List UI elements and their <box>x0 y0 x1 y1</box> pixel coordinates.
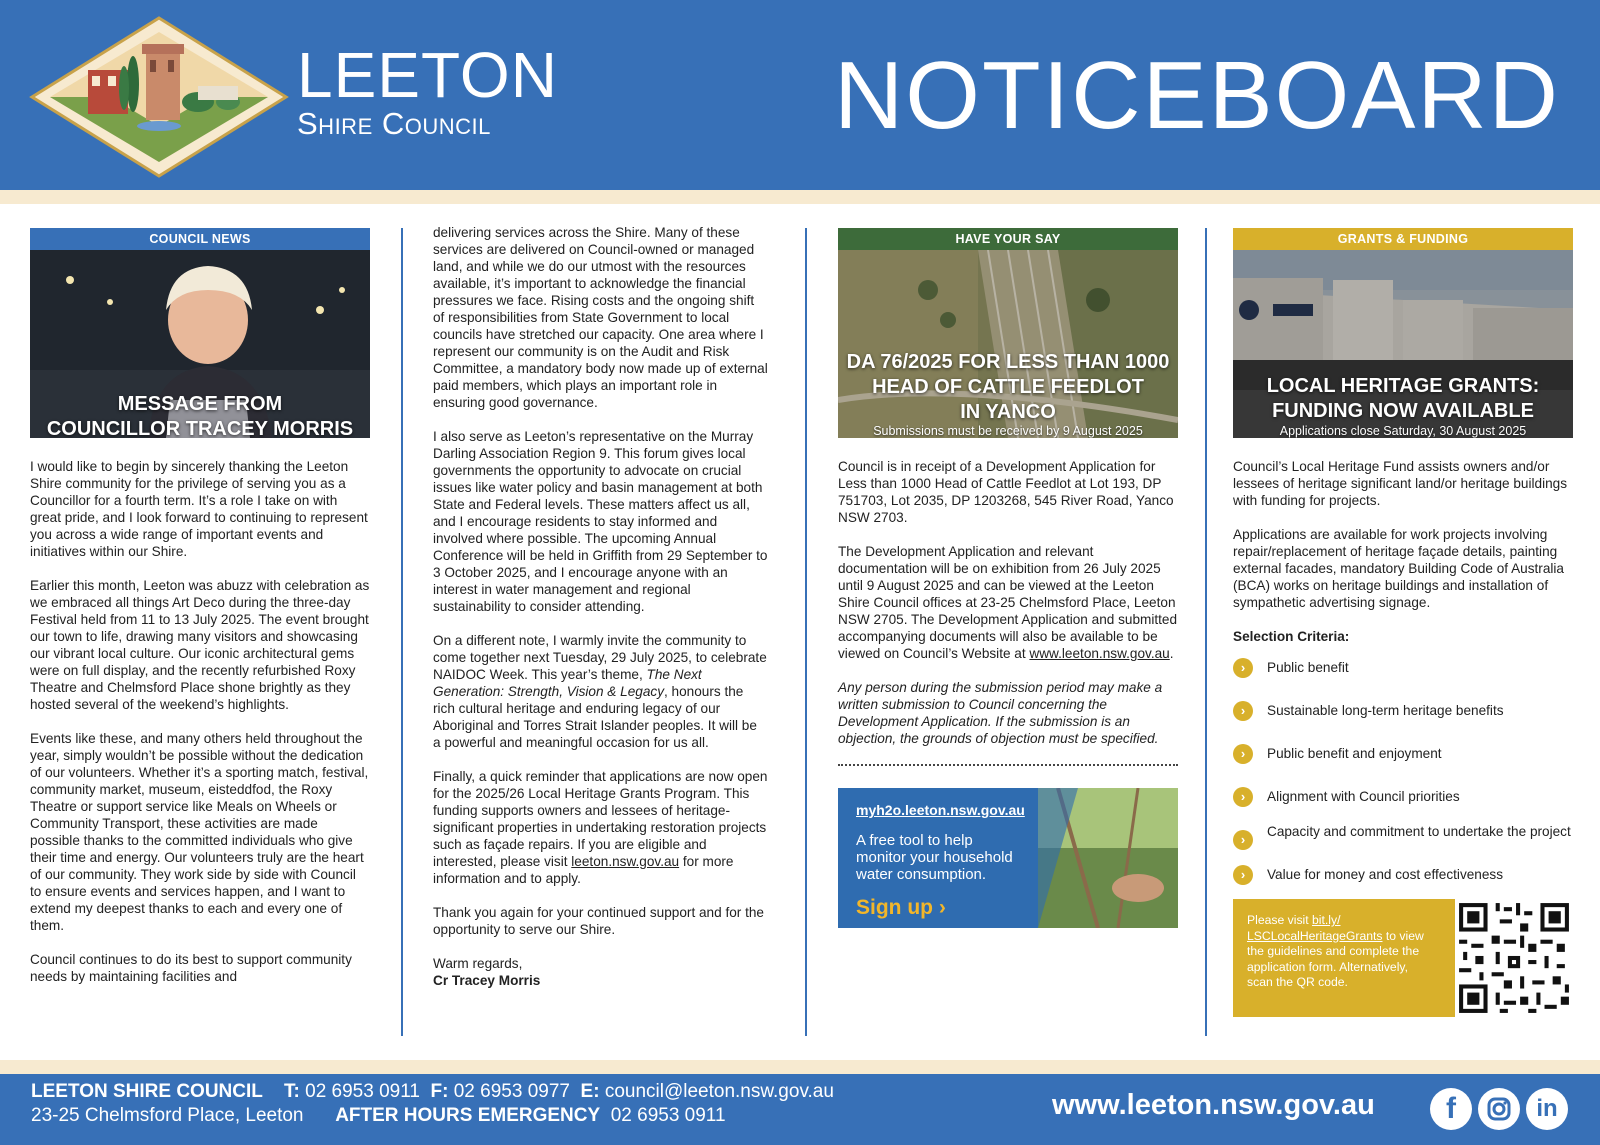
criteria-list <box>1233 659 1573 885</box>
facebook-icon[interactable]: f <box>1430 1088 1472 1130</box>
submission-paragraph: Any person during the submission period may make a written submission to Council concerning the Development Application. If the submission is an objection, the grounds of objection must be specified. <box>838 680 1163 746</box>
da-exhibition-text: . <box>1169 646 1174 661</box>
da-exhibition-paragraph <box>838 543 1178 662</box>
footer-emergency-label: AFTER HOURS EMERGENCY <box>335 1105 601 1126</box>
news-paragraph: I would like to begin by sincerely thanking the Leeton Shire community for the privilege of serving you as a Councillor for a fourth term. It’s a role I take on with great pride, and I look forward to continuing to represent you across a wide range of important events and initiatives within our Shire. <box>30 459 368 559</box>
council-news-hero-title <box>30 392 370 438</box>
grants-reminder-paragraph <box>433 768 768 887</box>
grants-info-text-part: Please visit <box>1247 913 1313 927</box>
criteria-text: Public benefit and enjoyment <box>1267 746 1442 761</box>
naidoc-text: , honours the rich cultural heritage and enduring legacy of our Aboriginal and Torres Strait Islander peoples. It will be a powerful and meaningful occasion for us all. <box>433 684 757 750</box>
footer-phone-label: T: <box>284 1081 300 1102</box>
grants-info-text <box>1247 913 1437 991</box>
da-exhibition-text: The Development Application and relevant documentation will be on exhibition from 26 July 2025 until 9 August 2025 and can be viewed at the Leeton Shire Council offices at 23-25 Chelmsford Place, Leeton NSW 2705. The Development Application and submitted accompanying documents will also be available to be viewed on Council’s Website at <box>838 544 1178 661</box>
footer-fax-label: F: <box>430 1081 449 1102</box>
footer-email-label: E: <box>580 1081 600 1102</box>
signature: Cr Tracey Morris <box>433 973 541 988</box>
council-news-column <box>30 228 370 1002</box>
hero-title-line: MESSAGE FROM <box>117 393 283 415</box>
column-divider <box>805 228 807 1036</box>
criteria-text: Capacity and commitment to undertake the project <box>1267 824 1571 839</box>
footer-website-link[interactable]: www.leeton.nsw.gov.au <box>1052 1089 1375 1121</box>
myh2o-tagline-line: A free tool to help <box>856 832 973 849</box>
hero-title-line: LOCAL HERITAGE GRANTS: <box>1266 375 1540 397</box>
chevron-right-icon: › <box>1233 744 1253 764</box>
footer-fax: 02 6953 0977 <box>453 1081 570 1102</box>
sign-up-button[interactable]: Sign up › <box>856 896 946 919</box>
news-paragraph: I also serve as Leeton’s representative on the Murray Darling Association Region 9. This forum gives local governments the opportunity to advocate on crucial issues like water policy and basin management at both State and Federal levels. These matters affect us all, and I encourage residents to stay informed and involved where possible. The upcoming Annual Conference will be held in Griffith from 29 September to 3 October 2025, and I encourage anyone with an interest in water management and regional sustainability to consider attending. <box>433 429 768 614</box>
footer-address: 23-25 Chelmsford Place, Leeton <box>31 1105 304 1126</box>
hero-title-line: HEAD OF CATTLE FEEDLOT <box>872 376 1144 398</box>
footer <box>0 1074 1600 1145</box>
have-your-say-tag: HAVE YOUR SAY <box>838 228 1178 250</box>
have-your-say-hero-title <box>838 350 1178 425</box>
council-wordmark <box>297 39 558 141</box>
criteria-text: Alignment with Council priorities <box>1267 789 1460 804</box>
naidoc-paragraph <box>433 632 768 751</box>
page-title: NOTICEBOARD <box>833 42 1560 149</box>
grants-body <box>1233 458 1573 645</box>
thanks-paragraph: Thank you again for your continued support and for the opportunity to serve our Shire. <box>433 905 764 937</box>
footer-address-line <box>31 1104 726 1128</box>
council-logo <box>28 14 290 180</box>
grants-tag: GRANTS & FUNDING <box>1233 228 1573 250</box>
council-news-continued-column <box>433 224 768 989</box>
grants-reminder-text: for more information and to apply. <box>433 854 734 886</box>
list-item <box>1233 702 1573 721</box>
applications-close-date: Applications close Saturday, 30 August 2025 <box>1279 424 1527 438</box>
grants-guidelines-link[interactable]: bit.ly/ LSCLocalHeritageGrants <box>1247 913 1383 943</box>
footer-emergency-phone[interactable]: 02 6953 0911 <box>610 1105 726 1126</box>
footer-org-name: LEETON SHIRE COUNCIL <box>31 1081 263 1102</box>
list-item <box>1233 788 1573 807</box>
council-news-continued-body <box>433 224 768 989</box>
header-banner <box>0 0 1600 190</box>
criteria-text: Sustainable long-term heritage benefits <box>1267 703 1504 718</box>
myh2o-tagline-line: monitor your household <box>856 849 1013 866</box>
council-website-link[interactable]: www.leeton.nsw.gov.au <box>1029 646 1170 661</box>
footer-email[interactable]: council@leeton.nsw.gov.au <box>604 1081 834 1102</box>
qr-code[interactable] <box>1455 899 1573 1017</box>
criteria-text: Value for money and cost effectiveness <box>1267 867 1504 882</box>
logo-leeton: LEETON <box>297 39 558 111</box>
list-item <box>1233 745 1573 764</box>
chevron-right-icon: › <box>1233 865 1253 885</box>
council-news-body <box>30 458 370 985</box>
grants-reminder-text: Finally, a quick reminder that applications are now open for the 2025/26 Local Heritage Grants Program. This funding supports owners and lessees of heritage-significant properties in undertaking restoration projects such as façade repairs. If you are eligible and interested, please visit <box>433 769 768 869</box>
news-paragraph: Earlier this month, Leeton was abuzz with celebration as we embraced all things Art Deco during the three-day Festival held from 11 to 13 July 2025. The event brought our town to life, drawing many visitors and showcasing our vibrant local culture. Our iconic architectural gems were on full display, and the recently refurbished Roxy Theatre and Chelmsford Place shone brightly as they hosted several of the weekend’s highlights. <box>30 578 370 712</box>
list-item <box>1233 659 1573 678</box>
grants-paragraph: Council’s Local Heritage Fund assists owners and/or lessees of heritage significant land/or heritage buildings with funding for projects. <box>1233 459 1568 508</box>
myh2o-tagline <box>856 832 1013 883</box>
council-news-tag: COUNCIL NEWS <box>30 228 370 250</box>
chevron-right-icon: › <box>1233 787 1253 807</box>
signoff: Warm regards, <box>433 956 523 971</box>
linkedin-icon[interactable]: in <box>1526 1088 1568 1130</box>
heritage-street-photo <box>1233 250 1573 438</box>
council-website-link[interactable]: leeton.nsw.gov.au <box>571 854 680 869</box>
feedlot-aerial-photo <box>838 250 1178 438</box>
header-cream-band <box>0 190 1600 204</box>
grants-paragraph: Applications are available for work projects involving repair/replacement of heritage façade details, painting external facades, mandatory Building Code of Australia (BCA) works on heritage buildings and installation of sympathetic advertising signage. <box>1233 527 1564 610</box>
instagram-glyph <box>1478 1088 1520 1130</box>
criteria-text: Public benefit <box>1267 660 1349 675</box>
footer-phone[interactable]: 02 6953 0911 <box>305 1081 420 1102</box>
hero-title-line: FUNDING NOW AVAILABLE <box>1272 400 1534 422</box>
dotted-divider <box>838 764 1178 766</box>
naidoc-text: On a different note, I warmly invite the community to come together next Tuesday, 29 July 2025, to celebrate NAIDOC Week. This year’s theme, <box>433 633 767 682</box>
grants-hero-title <box>1233 374 1573 424</box>
grants-info-text-part: to view the guidelines and complete the application form. Alternatively, scan the QR code. <box>1247 928 1424 989</box>
news-paragraph: Council continues to do its best to support community needs by maintaining facilities and <box>30 952 352 984</box>
naidoc-theme: The Next Generation: Strength, Vision & Legacy <box>433 667 702 699</box>
column-divider <box>1205 228 1207 1036</box>
list-item <box>1233 823 1573 850</box>
logo-shire-council: Shire Council <box>297 106 491 141</box>
hero-title-line: COUNCILLOR TRACEY MORRIS <box>46 418 354 438</box>
myh2o-url[interactable]: myh2o.leeton.nsw.gov.au <box>856 802 1025 818</box>
submission-deadline: Submissions must be received by 9 August 2025 <box>873 424 1143 438</box>
footer-contact-line <box>31 1080 834 1104</box>
instagram-icon[interactable] <box>1478 1088 1520 1130</box>
list-item <box>1233 866 1573 885</box>
criteria-heading: Selection Criteria: <box>1233 629 1350 644</box>
myh2o-promo-banner[interactable] <box>838 788 1178 928</box>
grants-info-box <box>1233 899 1573 1017</box>
hero-title-line: DA 76/2025 FOR LESS THAN 1000 <box>846 351 1170 373</box>
councillor-photo <box>30 250 370 438</box>
footer-cream-band <box>0 1060 1600 1074</box>
chevron-right-icon: › <box>1233 701 1253 721</box>
news-paragraph: Events like these, and many others held throughout the year, simply wouldn’t be possible without the dedication of our volunteers. Whether it’s a sporting match, festival, community market, museum, eisteddfod, the Roxy Theatre or support service like Meals on Wheels or Community Transport, these activities are made possible thanks to the committed individuals who give their time and energy. Our volunteers truly are the heart of our community. They work side by side with Council to ensure events and services happen, and I want to extend my deepest thanks to each and every one of them. <box>30 731 369 933</box>
grants-column <box>1233 228 1573 1017</box>
myh2o-tagline-line: water consumption. <box>856 866 987 883</box>
chevron-right-icon: › <box>1233 658 1253 678</box>
chevron-right-icon: › <box>1233 830 1253 850</box>
have-your-say-body <box>838 458 1178 747</box>
column-divider <box>401 228 403 1036</box>
da-paragraph: Council is in receipt of a Development Application for Less than 1000 Head of Cattle Feedlot at Lot 193, DP 751703, Lot 2035, DP 1203268, 545 River Road, Yanco NSW 2703. <box>838 459 1174 525</box>
hero-title-line: IN YANCO <box>960 401 1056 423</box>
news-paragraph: delivering services across the Shire. Many of these services are delivered on Council-owned or managed land, and while we do our utmost with the resources available, it’s important to acknowledge the financial pressures we face. Rising costs and the ongoing shift of responsibilities from State Government to local councils have stretched our capacity. One area where I represent our community is on the Audit and Risk Committee, a mandatory body now made up of external paid members, which plays an important role in ensuring good governance. <box>433 225 768 410</box>
have-your-say-column <box>838 228 1178 928</box>
